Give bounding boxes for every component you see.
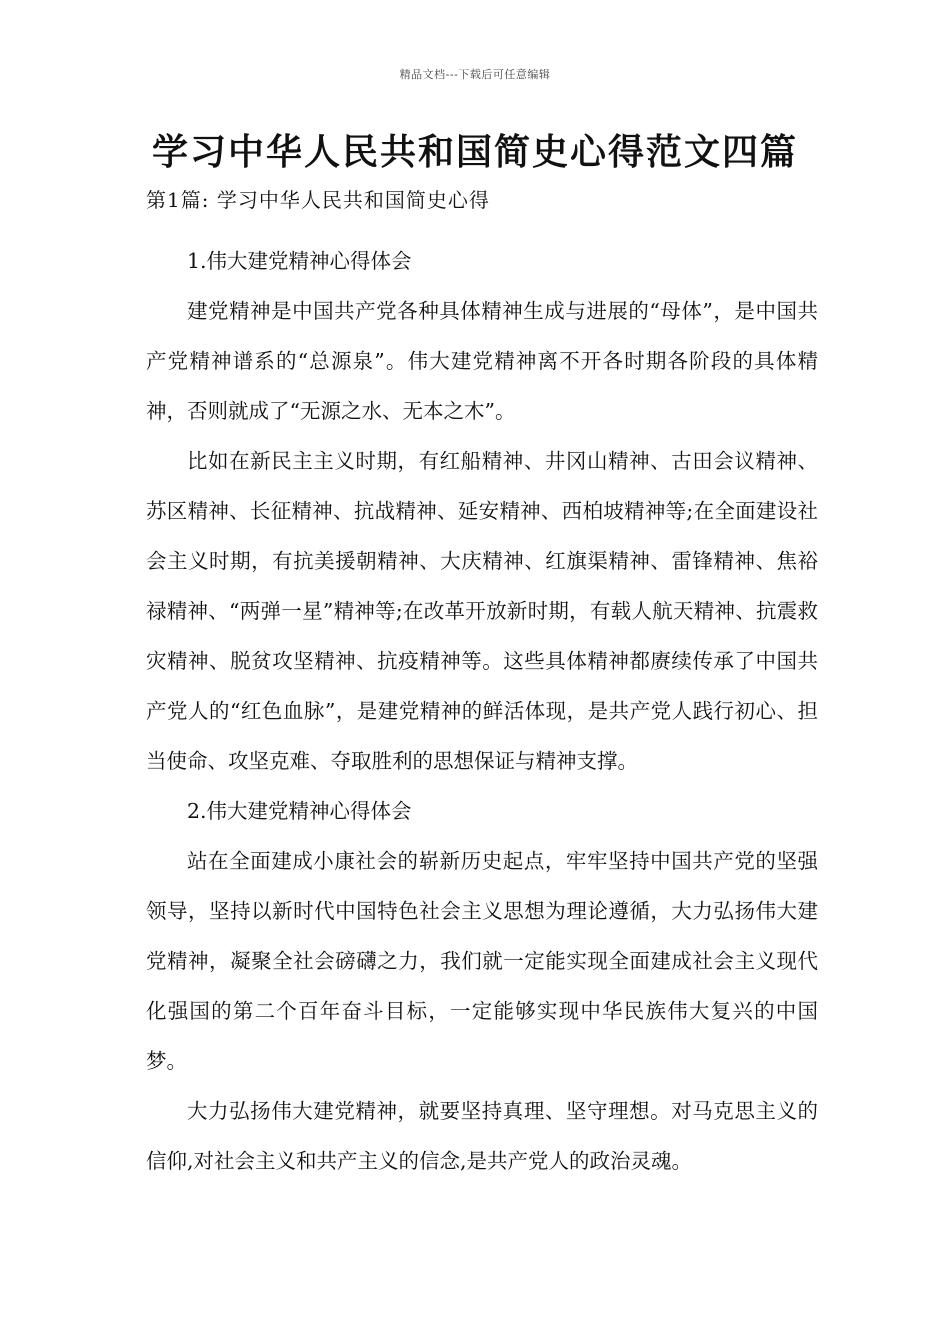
document-body [146, 236, 818, 1186]
header-note: 精品文档---下载后可任意编辑 [399, 68, 551, 81]
section-heading: 第1篇: 学习中华人民共和国简史心得 [146, 188, 490, 212]
subheading-2: 2.伟大建党精神心得体会 [187, 799, 412, 823]
paragraph-2: 比如在新民主主义时期，有红船精神、井冈山精神、古田会议精神、苏区精神、长征精神、抗战精神、延安精神、西柏坡精神等;在全面建设社会主义时期，有抗美援朝精神、大庆精神、红旗渠精神、雷锋精神、焦裕禄精神、“两弹一星”精神等;在改革开放新时期，有载人航天精神、抗震救灾精神、脱贫攻坚精神、抗疫精神等。这些具体精神都赓续传承了中国共产党人的“红色血脉”，是建党精神的鲜活体现，是共产党人践行初心、担当使命、攻坚克难、夺取胜利的思想保证与精神支撑。 [146, 449, 818, 773]
paragraph-4: 大力弘扬伟大建党精神，就要坚持真理、坚守理想。对马克思主义的信仰,对社会主义和共产主义的信念,是共产党人的政治灵魂。 [146, 1099, 818, 1173]
paragraph-3: 站在全面建成小康社会的崭新历史起点，牢牢坚持中国共产党的坚强领导，坚持以新时代中国特色社会主义思想为理论遵循，大力弘扬伟大建党精神，凝聚全社会磅礴之力，我们就一定能实现全面建成社会主义现代化强国的第二个百年奋斗目标，一定能够实现中华民族伟大复兴的中国梦。 [146, 849, 818, 1073]
paragraph-1: 建党精神是中国共产党各种具体精神生成与进展的“母体”，是中国共产党精神谱系的“总源泉”。伟大建党精神离不开各时期各阶段的具体精神，否则就成了“无源之水、无本之木”。 [146, 299, 818, 423]
subheading-1: 1.伟大建党精神心得体会 [187, 249, 412, 273]
document-title: 学习中华人民共和国简史心得范文四篇 [151, 132, 798, 173]
